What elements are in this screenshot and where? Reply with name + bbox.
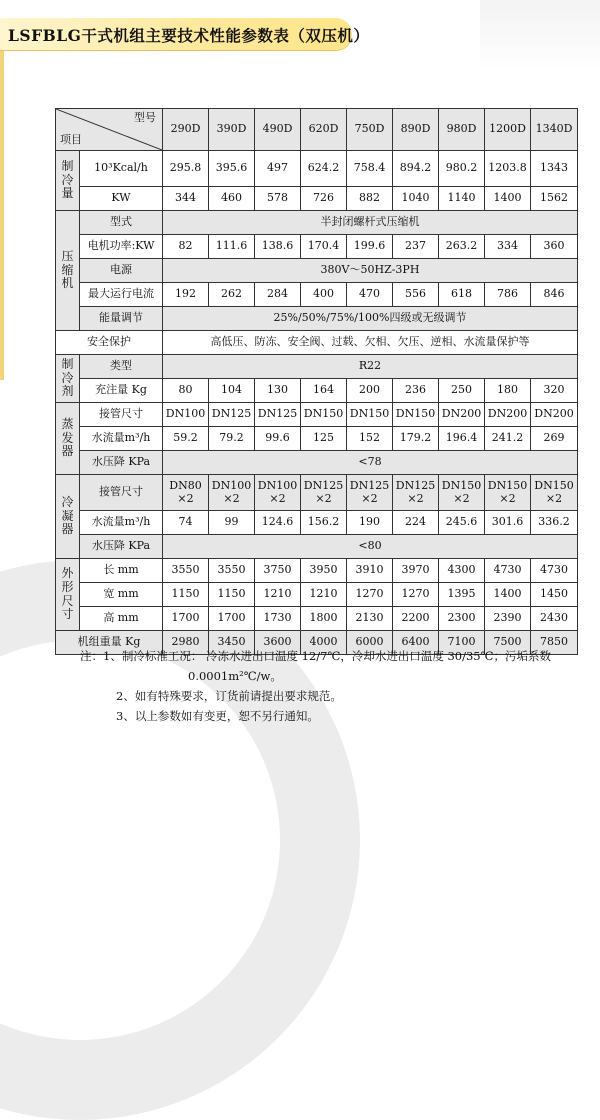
group-compressor: 压 缩 机 — [56, 211, 80, 331]
length-value: 3970 — [393, 559, 439, 583]
row-label-height: 高 mm — [80, 607, 163, 631]
safety-value: 高低压、防冻、安全阀、过载、欠相、欠压、逆相、水流量保护等 — [163, 331, 578, 355]
max-current-value: 556 — [393, 283, 439, 307]
refrigerant-charge-value: 130 — [255, 379, 301, 403]
page-title: LSFBLG干式机组主要技术性能参数表（双压机） — [8, 26, 370, 45]
width-value: 1210 — [301, 583, 347, 607]
evap-flow-value: 269 — [531, 427, 578, 451]
model-header: 890D — [393, 109, 439, 151]
length-value: 4300 — [439, 559, 485, 583]
evap-pipe-value: DN125 — [209, 403, 255, 427]
width-value: 1270 — [347, 583, 393, 607]
cooling-kcal-value: 1343 — [531, 151, 578, 187]
group-condenser: 冷 凝 器 — [56, 475, 80, 559]
row-label-evap-pipe: 接管尺寸 — [80, 403, 163, 427]
height-value: 2430 — [531, 607, 578, 631]
notes-section — [80, 646, 551, 726]
evap-drop-value: <78 — [163, 451, 578, 475]
evap-pipe-value: DN150 — [301, 403, 347, 427]
compressor-power-value: 360 — [531, 235, 578, 259]
model-header: 980D — [439, 109, 485, 151]
row-label-current: 最大运行电流 — [80, 283, 163, 307]
refrigerant-charge-value: 200 — [347, 379, 393, 403]
cond-flow-value: 99 — [209, 511, 255, 535]
width-value: 1395 — [439, 583, 485, 607]
cond-pipe-count: ×2 — [407, 491, 424, 505]
cooling-kw-value: 1040 — [393, 187, 439, 211]
cooling-kcal-value: 624.2 — [301, 151, 347, 187]
model-header: 620D — [301, 109, 347, 151]
cooling-kw-value: 726 — [301, 187, 347, 211]
max-current-value: 846 — [531, 283, 578, 307]
refrigerant-charge-value: 250 — [439, 379, 485, 403]
length-value: 3550 — [163, 559, 209, 583]
max-current-value: 618 — [439, 283, 485, 307]
row-label-kw: KW — [80, 187, 163, 211]
height-value: 2300 — [439, 607, 485, 631]
cond-pipe-count: ×2 — [269, 491, 286, 505]
max-current-value: 192 — [163, 283, 209, 307]
row-label-cond-flow: 水流量m³/h — [80, 511, 163, 535]
evap-pipe-value: DN200 — [531, 403, 578, 427]
refrigerant-charge-value: 104 — [209, 379, 255, 403]
weight-value: 2980 — [163, 631, 209, 655]
evap-pipe-value: DN150 — [347, 403, 393, 427]
evap-flow-value: 241.2 — [485, 427, 531, 451]
cond-pipe-value — [209, 475, 255, 511]
cond-pipe-size: DN100 — [211, 478, 252, 492]
cooling-kw-value: 578 — [255, 187, 301, 211]
length-value: 3550 — [209, 559, 255, 583]
row-label-refrigerant-type: 类型 — [80, 355, 163, 379]
group-dimensions: 外 形 尺 寸 — [56, 559, 80, 631]
spec-table — [55, 108, 578, 655]
max-current-value: 786 — [485, 283, 531, 307]
height-value: 1700 — [163, 607, 209, 631]
weight-value: 6000 — [347, 631, 393, 655]
weight-value: 3600 — [255, 631, 301, 655]
row-label-safety: 安全保护 — [56, 331, 163, 355]
cooling-kw-value: 1562 — [531, 187, 578, 211]
cooling-kcal-value: 497 — [255, 151, 301, 187]
cond-pipe-value — [163, 475, 209, 511]
max-current-value: 400 — [301, 283, 347, 307]
evap-pipe-value: DN150 — [393, 403, 439, 427]
cooling-kcal-value: 1203.8 — [485, 151, 531, 187]
compressor-type-value: 半封闭螺杆式压缩机 — [163, 211, 578, 235]
cond-pipe-count: ×2 — [361, 491, 378, 505]
cond-flow-value: 74 — [163, 511, 209, 535]
cond-pipe-value — [393, 475, 439, 511]
cond-pipe-count: ×2 — [223, 491, 240, 505]
row-label-capacity: 能量调节 — [80, 307, 163, 331]
refrigerant-charge-value: 164 — [301, 379, 347, 403]
cond-pipe-size: DN80 — [169, 478, 202, 492]
model-header: 490D — [255, 109, 301, 151]
cond-pipe-size: DN125 — [349, 478, 390, 492]
cond-pipe-value — [255, 475, 301, 511]
row-label-width: 宽 mm — [80, 583, 163, 607]
row-label-kcal: 10³Kcal/h — [80, 151, 163, 187]
cooling-kcal-value: 894.2 — [393, 151, 439, 187]
max-current-value: 470 — [347, 283, 393, 307]
cond-pipe-count: ×2 — [453, 491, 470, 505]
cond-flow-value: 336.2 — [531, 511, 578, 535]
group-evaporator: 蒸 发 器 — [56, 403, 80, 475]
evap-pipe-value: DN125 — [255, 403, 301, 427]
model-header: 750D — [347, 109, 393, 151]
evap-flow-value: 59.2 — [163, 427, 209, 451]
cond-pipe-count: ×2 — [499, 491, 516, 505]
length-value: 4730 — [485, 559, 531, 583]
evap-flow-value: 179.2 — [393, 427, 439, 451]
spec-table-wrapper — [55, 108, 578, 655]
cond-pipe-size: DN150 — [534, 478, 574, 492]
height-value: 1730 — [255, 607, 301, 631]
row-label-power: 电机功率:KW — [80, 235, 163, 259]
evap-flow-value: 152 — [347, 427, 393, 451]
cond-pipe-size: DN125 — [395, 478, 436, 492]
row-label-weight: 机组重量 Kg — [56, 631, 163, 655]
model-header: 390D — [209, 109, 255, 151]
refrigerant-charge-value: 80 — [163, 379, 209, 403]
cond-pipe-size: DN150 — [441, 478, 482, 492]
row-label-evap-flow: 水流量m³/h — [80, 427, 163, 451]
model-header: 1340D — [531, 109, 578, 151]
model-header: 1200D — [485, 109, 531, 151]
weight-value: 3450 — [209, 631, 255, 655]
height-value: 1800 — [301, 607, 347, 631]
compressor-power-value: 334 — [485, 235, 531, 259]
weight-value: 4000 — [301, 631, 347, 655]
cond-flow-value: 245.6 — [439, 511, 485, 535]
weight-value: 7850 — [531, 631, 578, 655]
note-1: 注：1、制冷标准工况： 冷冻水进出口温度 12/7℃，冷却水进出口温度 30/35℃；污垢系数 — [80, 649, 551, 663]
length-value: 3750 — [255, 559, 301, 583]
compressor-power-value: 138.6 — [255, 235, 301, 259]
cond-flow-value: 224 — [393, 511, 439, 535]
cond-flow-value: 156.2 — [301, 511, 347, 535]
cond-flow-value: 124.6 — [255, 511, 301, 535]
cond-pipe-size: DN125 — [303, 478, 344, 492]
row-label-length: 长 mm — [80, 559, 163, 583]
width-value: 1270 — [393, 583, 439, 607]
width-value: 1150 — [163, 583, 209, 607]
note-1-cont: 0.0001m²℃/w。 — [188, 669, 282, 683]
width-value: 1150 — [209, 583, 255, 607]
weight-value: 7100 — [439, 631, 485, 655]
width-value: 1400 — [485, 583, 531, 607]
evap-pipe-value: DN200 — [485, 403, 531, 427]
cond-pipe-value — [439, 475, 485, 511]
cond-pipe-value — [347, 475, 393, 511]
height-value: 2390 — [485, 607, 531, 631]
row-label-evap-drop: 水压降 KPa — [80, 451, 163, 475]
evap-flow-value: 79.2 — [209, 427, 255, 451]
note-3: 3、以上参数如有变更，恕不另行通知。 — [116, 709, 319, 723]
weight-value: 6400 — [393, 631, 439, 655]
corner-shade — [480, 0, 600, 70]
item-label: 项目 — [60, 133, 82, 147]
refrigerant-charge-value: 180 — [485, 379, 531, 403]
cond-pipe-count: ×2 — [545, 491, 563, 505]
cond-pipe-count: ×2 — [177, 491, 194, 505]
max-current-value: 262 — [209, 283, 255, 307]
cond-drop-value: <80 — [163, 535, 578, 559]
refrigerant-charge-value: 236 — [393, 379, 439, 403]
length-value: 3950 — [301, 559, 347, 583]
width-value: 1210 — [255, 583, 301, 607]
evap-pipe-value: DN100 — [163, 403, 209, 427]
cooling-kw-value: 1140 — [439, 187, 485, 211]
group-cooling-label: 制 冷 量 — [61, 158, 74, 201]
compressor-power-value: 82 — [163, 235, 209, 259]
row-label-cond-pipe: 接管尺寸 — [80, 475, 163, 511]
max-current-value: 284 — [255, 283, 301, 307]
evap-pipe-value: DN200 — [439, 403, 485, 427]
cond-flow-value: 190 — [347, 511, 393, 535]
cooling-kw-value: 460 — [209, 187, 255, 211]
header-diagonal-cell — [56, 109, 163, 151]
cooling-kw-value: 344 — [163, 187, 209, 211]
row-label-charge: 充注量 Kg — [80, 379, 163, 403]
cooling-kw-value: 1400 — [485, 187, 531, 211]
cooling-kcal-value: 395.6 — [209, 151, 255, 187]
row-label-cond-drop: 水压降 KPa — [80, 535, 163, 559]
height-value: 2130 — [347, 607, 393, 631]
width-value: 1450 — [531, 583, 578, 607]
compressor-power-value: 170.4 — [301, 235, 347, 259]
cooling-kcal-value: 295.8 — [163, 151, 209, 187]
cond-pipe-size: DN100 — [257, 478, 298, 492]
cond-flow-value: 301.6 — [485, 511, 531, 535]
group-refrigerant: 制 冷 剂 — [56, 355, 80, 403]
height-value: 1700 — [209, 607, 255, 631]
cond-pipe-count: ×2 — [315, 491, 332, 505]
cooling-kcal-value: 758.4 — [347, 151, 393, 187]
evap-flow-value: 196.4 — [439, 427, 485, 451]
refrigerant-charge-value: 320 — [531, 379, 578, 403]
length-value: 3910 — [347, 559, 393, 583]
height-value: 2200 — [393, 607, 439, 631]
compressor-power-value: 199.6 — [347, 235, 393, 259]
cooling-kw-value: 882 — [347, 187, 393, 211]
cond-pipe-value — [531, 475, 578, 511]
cooling-kcal-value: 980.2 — [439, 151, 485, 187]
compressor-power-value: 263.2 — [439, 235, 485, 259]
row-label-supply: 电源 — [80, 259, 163, 283]
cond-pipe-size: DN150 — [487, 478, 528, 492]
length-value: 4730 — [531, 559, 578, 583]
power-supply-value: 380V～50HZ-3PH — [163, 259, 578, 283]
evap-flow-value: 99.6 — [255, 427, 301, 451]
evap-flow-value: 125 — [301, 427, 347, 451]
group-cooling — [56, 151, 80, 211]
cond-pipe-value — [301, 475, 347, 511]
note-2: 2、如有特殊要求，订货前请提出要求规范。 — [116, 689, 342, 703]
model-header: 290D — [163, 109, 209, 151]
row-label-comp-type: 型式 — [80, 211, 163, 235]
refrigerant-type-value: R22 — [163, 355, 578, 379]
left-accent-rail — [0, 50, 4, 380]
weight-value: 7500 — [485, 631, 531, 655]
capacity-control-value: 25%/50%/75%/100%四级或无级调节 — [163, 307, 578, 331]
compressor-power-value: 237 — [393, 235, 439, 259]
cond-pipe-value — [485, 475, 531, 511]
model-label: 型号 — [134, 111, 156, 124]
compressor-power-value: 111.6 — [209, 235, 255, 259]
